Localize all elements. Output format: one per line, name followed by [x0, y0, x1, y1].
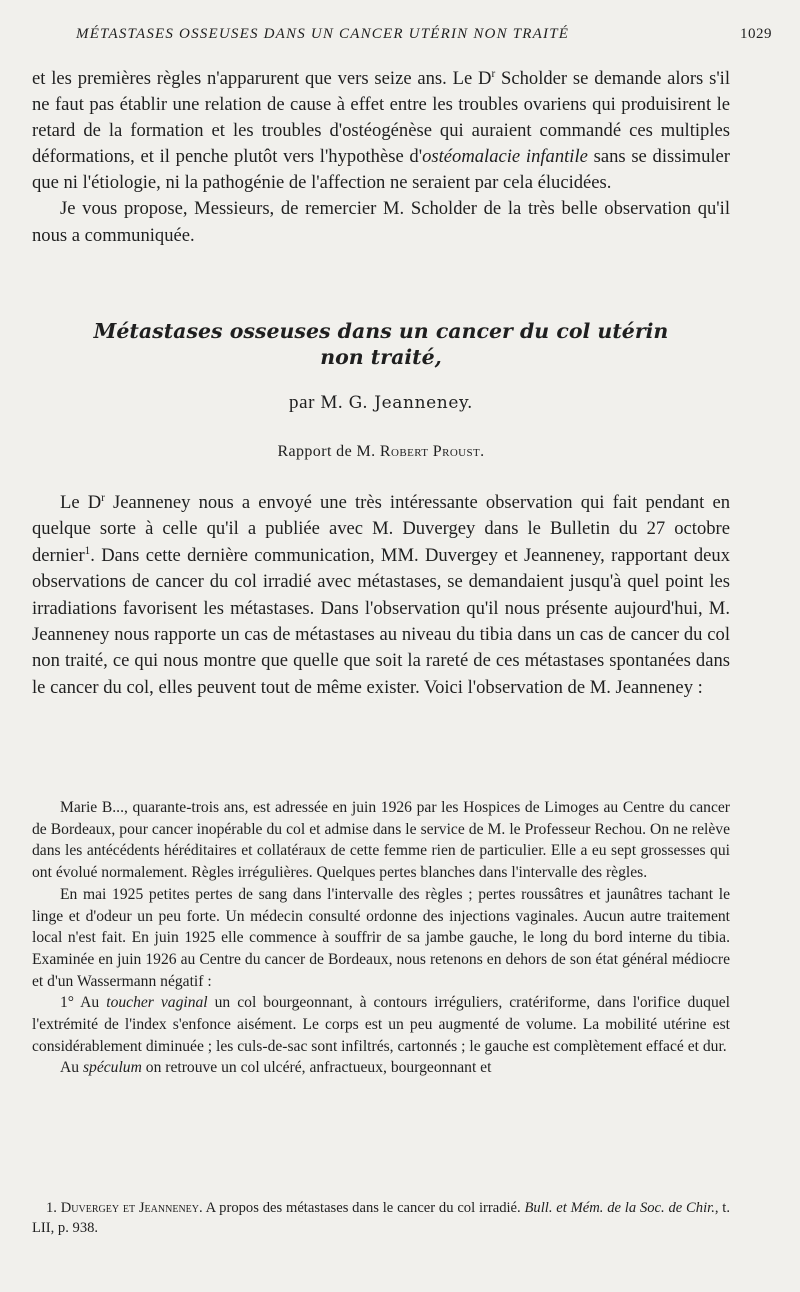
author-name: G. Jeanneney. [348, 393, 473, 413]
article-title-line-1: Métastases osseuses dans un cancer du col utérin [93, 319, 669, 343]
observation-paragraph-4: Au spéculum on retrouve un col ulcéré, anfractueux, bourgeonnant et [60, 1059, 492, 1077]
observation-text [32, 797, 730, 1079]
running-title: MÉTASTASES OSSEUSES DANS UN CANCER UTÉRIN NON TRAITÉ [76, 26, 570, 42]
article-title [32, 318, 730, 370]
report-line: Rapport de M. Robert Proust. [277, 443, 485, 460]
report-paragraph: Le $D^r$ Jeanneney nous a envoyé une très intéressante observation qui fait pendant en quelque sorte à celle qu'il a publiée avec M. Duvergey dans le Bulletin du 27 octobre dernier$^1$. Dans cette dernière communication, MM. Duvergey et Jeanneney, rapportant deux observations de cancer du col irradié avec métastases, se demandaient jusqu'à quel point les irradiations favorisent les métastases. Dans l'observation qu'il nous présente aujourd'hui, M. Jeanneney nous rapporte un cas de métastases au niveau du tibia dans un cas de cancer du col non traité, ce qui nous montre que quelle que soit la rareté de ces métastases spontanées dans le cancer du col, elles peuvent tout de même exister. Voici l'observation de M. Jeanneney : [32, 491, 731, 698]
page-number: 1029 [740, 26, 772, 42]
byline: par M. G. Jeanneney. [289, 392, 473, 413]
observation-paragraph-2: En mai 1925 petites pertes de sang dans l'intervalle des règles ; pertes roussâtres et jaunâtres tachant le linge et d'odeur un peu forte. Un médecin consulté ordonne des injections vaginales. Aucun autre traitement local n'est fait. En juin 1925 elle commence à souffrir de sa jambe gauche, le long du bord interne du tibia. Examinée en juin 1926 au Centre du cancer de Bordeaux, nous retenons en dehors de son état général médiocre et d'un Wassermann négatif : [32, 885, 730, 990]
intro-paragraph-1: et les premières règles n'apparurent que vers seize ans. Le $D^r$ Scholder se demande alors s'il ne faut pas établir une relation de cause à effet entre les troubles ovariens qui produisirent le retard de la formation et les troubles d'ostéogénèse qui auraient commandé ces multiples déformations, et il penche plutôt vers l'hypothèse d'ostéomalacie infantile sans se dissimuler que ni l'étiologie, ni la pathogénie de l'affection ne seraient par cela élucidées. [32, 67, 731, 194]
footnote-authors: Duvergey et Jeanneney. [60, 1200, 203, 1216]
footnote-marker: 1 [84, 544, 91, 557]
intro-paragraph-2: Je vous propose, Messieurs, de remercier M. Scholder de la très belle observation qu'il nous a communiquée. [32, 198, 730, 246]
article-title-line-2: non traité, [320, 345, 442, 369]
report-body [32, 490, 730, 701]
observation-paragraph-1: Marie B..., quarante-trois ans, est adressée en juin 1926 par les Hospices de Limoges au Centre du cancer de Bordeaux, pour cancer inopérable du col et admise dans le service de M. le Professeur Rechou. On ne relève dans les antécédents héréditaires et collatéraux de cette femme rien de particulier. Elle a eu sept grossesses qui ont évolué normalement. Règles irrégulières. Quelques pertes blanches dans l'intervalle des règles. [32, 799, 730, 882]
footnote-journal: Bull. et Mém. de la Soc. de Chir. [524, 1200, 715, 1216]
running-header [32, 24, 772, 48]
footnote: 1. Duvergey et Jeanneney. A propos des métastases dans le cancer du col irradié. Bull. et Mém. de la Soc. de Chir., t. LII, p. 938. [32, 1200, 731, 1236]
observation-paragraph-3: 1° Au toucher vaginal un col bourgeonnant, à contours irréguliers, cratériforme, dans l'orifice duquel l'extrémité de l'index s'enfonce aisément. Le corps est un peu augmenté de volume. La mobilité utérine est considérablement diminuée ; les culs-de-sac sont infiltrés, cartonnés ; le gauche est complètement effacé et dur. [32, 994, 730, 1055]
intro-text [32, 66, 730, 249]
reporter-name: Robert Proust. [379, 443, 485, 460]
